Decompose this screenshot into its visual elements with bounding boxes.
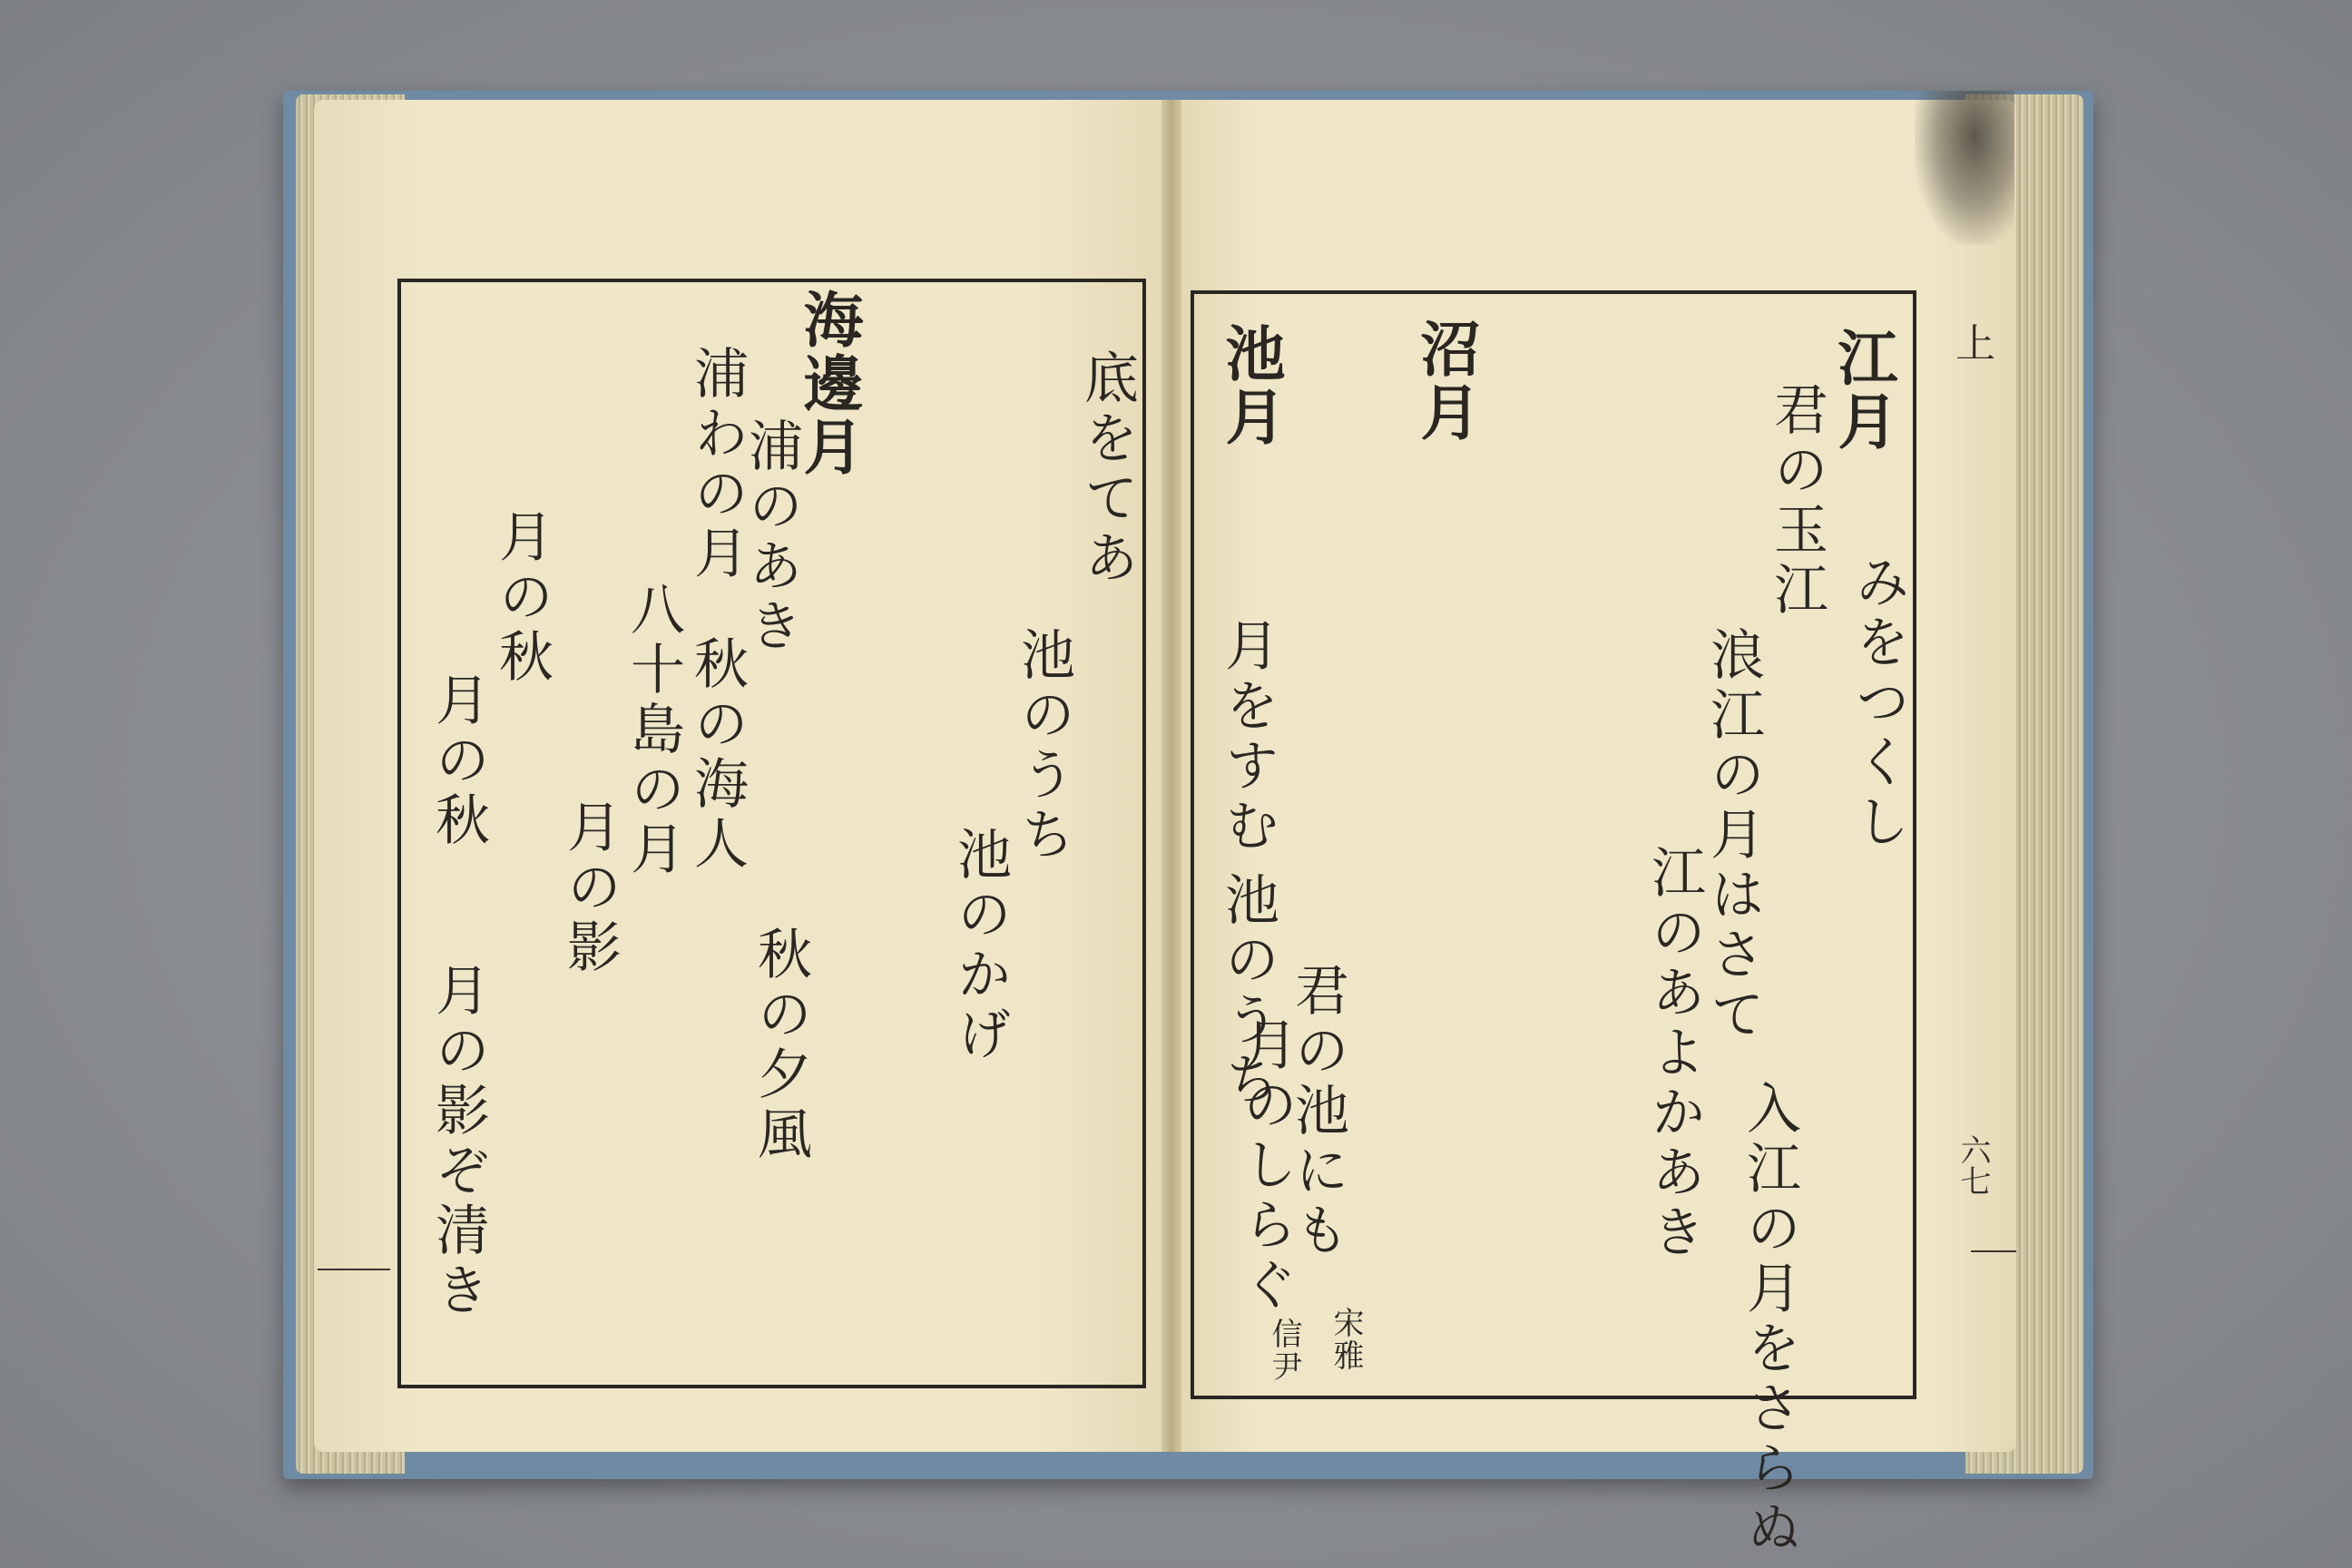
- text-column: みをつくし: [1847, 554, 1910, 853]
- text-column: 池のうち: [1216, 871, 1279, 1111]
- author-column: 信尹: [1266, 1318, 1302, 1383]
- text-column: 底をてあ: [1075, 349, 1139, 589]
- text-column: 入江の月をさらぬ: [1738, 1080, 1801, 1559]
- text-column: 月の秋: [490, 508, 554, 688]
- text-column: 月のしらぐ: [1234, 1016, 1298, 1316]
- book-gutter: [1161, 100, 1181, 1452]
- text-column: 月の影: [558, 799, 622, 978]
- text-column: 浪江の月はさて: [1701, 626, 1765, 1045]
- text-column: 江のあよかあき: [1642, 844, 1706, 1263]
- author-column: 宋雅: [1328, 1307, 1364, 1372]
- text-column: 秋の夕風: [749, 926, 812, 1165]
- page-smudge: [1915, 91, 2014, 245]
- page-number: 六七: [1955, 1134, 1991, 1196]
- text-column: 八十島の月: [622, 581, 685, 880]
- heading-column: 沼月: [1410, 318, 1481, 445]
- edge-rule: [1971, 1250, 2016, 1252]
- side-label: 上: [1948, 322, 1994, 362]
- edge-rule: [318, 1269, 390, 1270]
- text-column: 月の秋: [426, 671, 490, 851]
- text-column: 月をすむ: [1216, 617, 1279, 857]
- heading-column: 江月: [1828, 327, 1898, 454]
- heading-column: 池月: [1215, 322, 1286, 449]
- text-column: 池のうち: [1012, 626, 1075, 866]
- heading-column: 海邊月: [793, 289, 864, 479]
- text-column: 月の影ぞ清き: [426, 962, 490, 1321]
- text-column: 浦わの月: [685, 345, 749, 584]
- text-column: 池のかげ: [948, 826, 1012, 1065]
- text-column: 秋の海人: [685, 635, 749, 875]
- text-column: 君の玉江: [1765, 381, 1828, 621]
- text-column: 君の池にも: [1286, 962, 1349, 1261]
- text-column: 浦のあき: [740, 417, 803, 657]
